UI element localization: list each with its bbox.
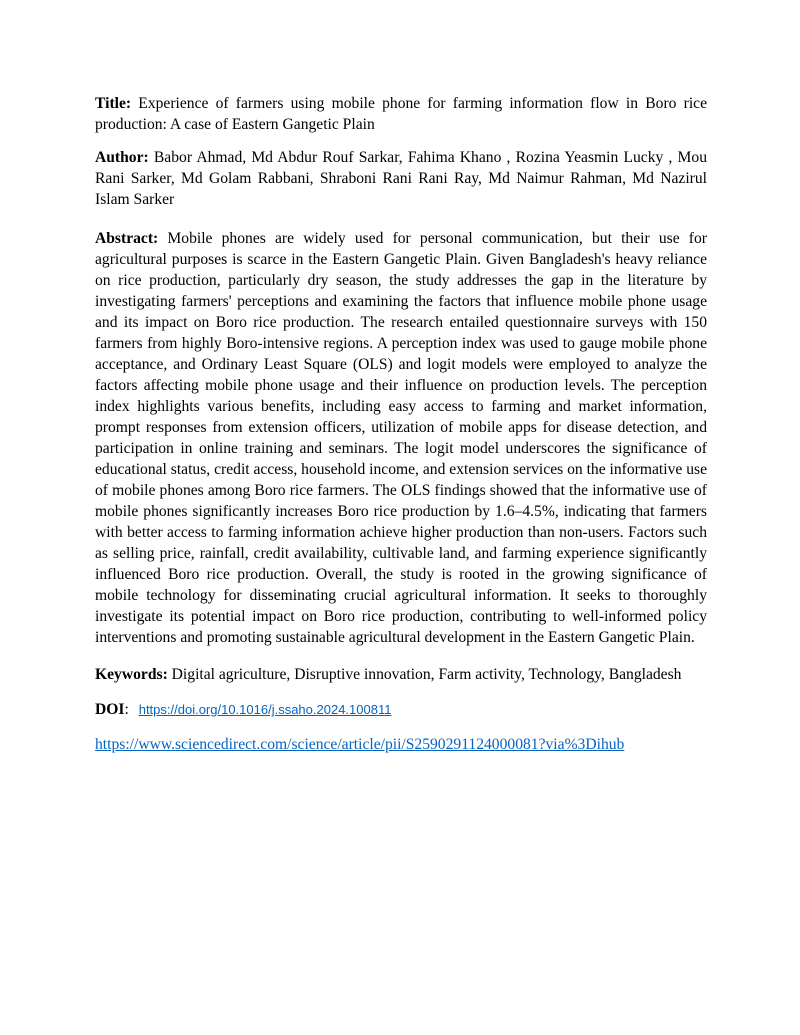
keywords-label: Keywords: xyxy=(95,666,168,683)
doi-link[interactable]: https://doi.org/10.1016/j.ssaho.2024.100811 xyxy=(138,702,392,717)
sciencedirect-link[interactable]: https://www.sciencedirect.com/science/article/pii/S2590291124000081?via%3Dihub xyxy=(95,736,625,753)
sciencedirect-paragraph xyxy=(95,734,707,755)
doi-separator: : xyxy=(124,701,129,718)
keywords-text: Digital agriculture, Disruptive innovation, Farm activity, Technology, Bangladesh xyxy=(171,666,682,683)
author-list: Babor Ahmad, Md Abdur Rouf Sarkar, Fahima Khano , Rozina Yeasmin Lucky , Mou Rani Sarker, Md Golam Rabbani, Shraboni Rani Rani Ray, Md Naimur Rahman, Md Nazirul Islam Sarker xyxy=(95,149,707,208)
author-paragraph xyxy=(95,147,707,210)
doi-paragraph xyxy=(95,699,707,720)
keywords-paragraph xyxy=(95,664,707,685)
title-paragraph xyxy=(95,93,707,135)
doi-label: DOI xyxy=(95,701,125,718)
abstract-label: Abstract: xyxy=(95,230,159,247)
paper-title: Experience of farmers using mobile phone for farming information flow in Boro rice production: A case of Eastern Gangetic Plain xyxy=(95,95,707,133)
author-label: Author: xyxy=(95,149,149,166)
title-label: Title: xyxy=(95,95,132,112)
abstract-text: Mobile phones are widely used for personal communication, but their use for agricultural purposes is scarce in the Eastern Gangetic Plain. Given Bangladesh's heavy reliance on rice production, particularly dry season, the study addresses the gap in the literature by investigating farmers' perceptions and examining the factors that influence mobile phone usage and its impact on Boro rice production. The research entailed questionnaire surveys with 150 farmers from highly Boro-intensive regions. A perception index was used to gauge mobile phone acceptance, and Ordinary Least Square (OLS) and logit models were employed to analyze the factors affecting mobile phone usage and their influence on production levels. The perception index highlights various benefits, including easy access to farming and market information, prompt responses from extension officers, utilization of mobile apps for disease detection, and participation in online training and seminars. The logit model underscores the significance of educational status, credit access, household income, and extension services on the informative use of mobile phones among Boro rice farmers. The OLS findings showed that the informative use of mobile phones significantly increases Boro rice production by 1.6–4.5%, indicating that farmers with better access to farming information achieve higher production than non-users. Factors such as selling price, rainfall, credit availability, cultivable land, and farming experience significantly influenced Boro rice production. Overall, the study is rooted in the growing significance of mobile technology for disseminating crucial agricultural information. It seeks to thoroughly investigate its potential impact on Boro rice production, contributing to well-informed policy interventions and promoting sustainable agricultural development in the Eastern Gangetic Plain. xyxy=(95,230,707,646)
paper-summary xyxy=(95,93,707,767)
abstract-paragraph xyxy=(95,228,707,648)
